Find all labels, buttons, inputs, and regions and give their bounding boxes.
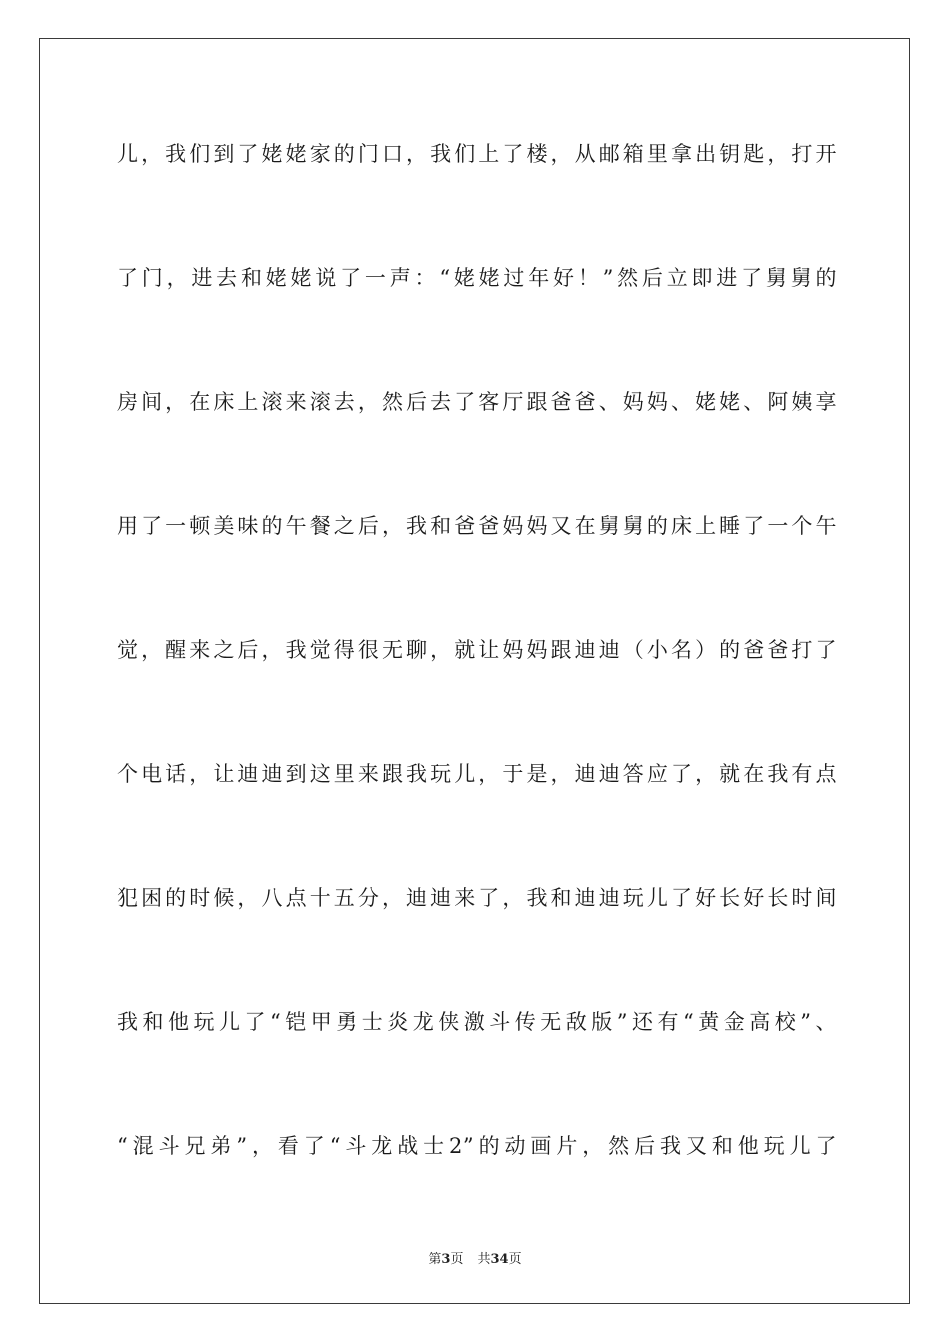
page-number: 3 (441, 1252, 451, 1267)
body-line-3: 房间，在床上滚来滚去，然后去了客厅跟爸爸、妈妈、姥姥、阿姨享 (117, 390, 837, 414)
page-border (39, 38, 910, 1304)
body-line-5: 觉，醒来之后，我觉得很无聊，就让妈妈跟迪迪（小名）的爸爸打了 (117, 638, 837, 662)
total-pages: 34 (490, 1252, 509, 1267)
body-line-6: 个电话，让迪迪到这里来跟我玩儿，于是，迪迪答应了，就在我有点 (117, 762, 837, 786)
page-suffix: 页 (450, 1252, 464, 1267)
body-line-2: 了门，进去和姥姥说了一声：“姥姥过年好！”然后立即进了舅舅的 (117, 266, 837, 290)
total-suffix: 页 (508, 1252, 522, 1267)
page-footer (0, 1248, 950, 1267)
body-line-9: “混斗兄弟”，看了“斗龙战士2”的动画片，然后我又和他玩儿了 (117, 1134, 837, 1158)
body-line-7: 犯困的时候，八点十五分，迪迪来了，我和迪迪玩儿了好长好长时间 (117, 886, 837, 910)
body-line-1: 儿，我们到了姥姥家的门口，我们上了楼，从邮箱里拿出钥匙，打开 (117, 142, 837, 166)
total-prefix: 共 (477, 1252, 491, 1267)
body-line-4: 用了一顿美味的午餐之后，我和爸爸妈妈又在舅舅的床上睡了一个午 (117, 514, 837, 538)
page-prefix: 第 (428, 1252, 442, 1267)
body-line-8: 我和他玩儿了“铠甲勇士炎龙侠激斗传无敌版”还有“黄金高校”、 (117, 1010, 837, 1034)
